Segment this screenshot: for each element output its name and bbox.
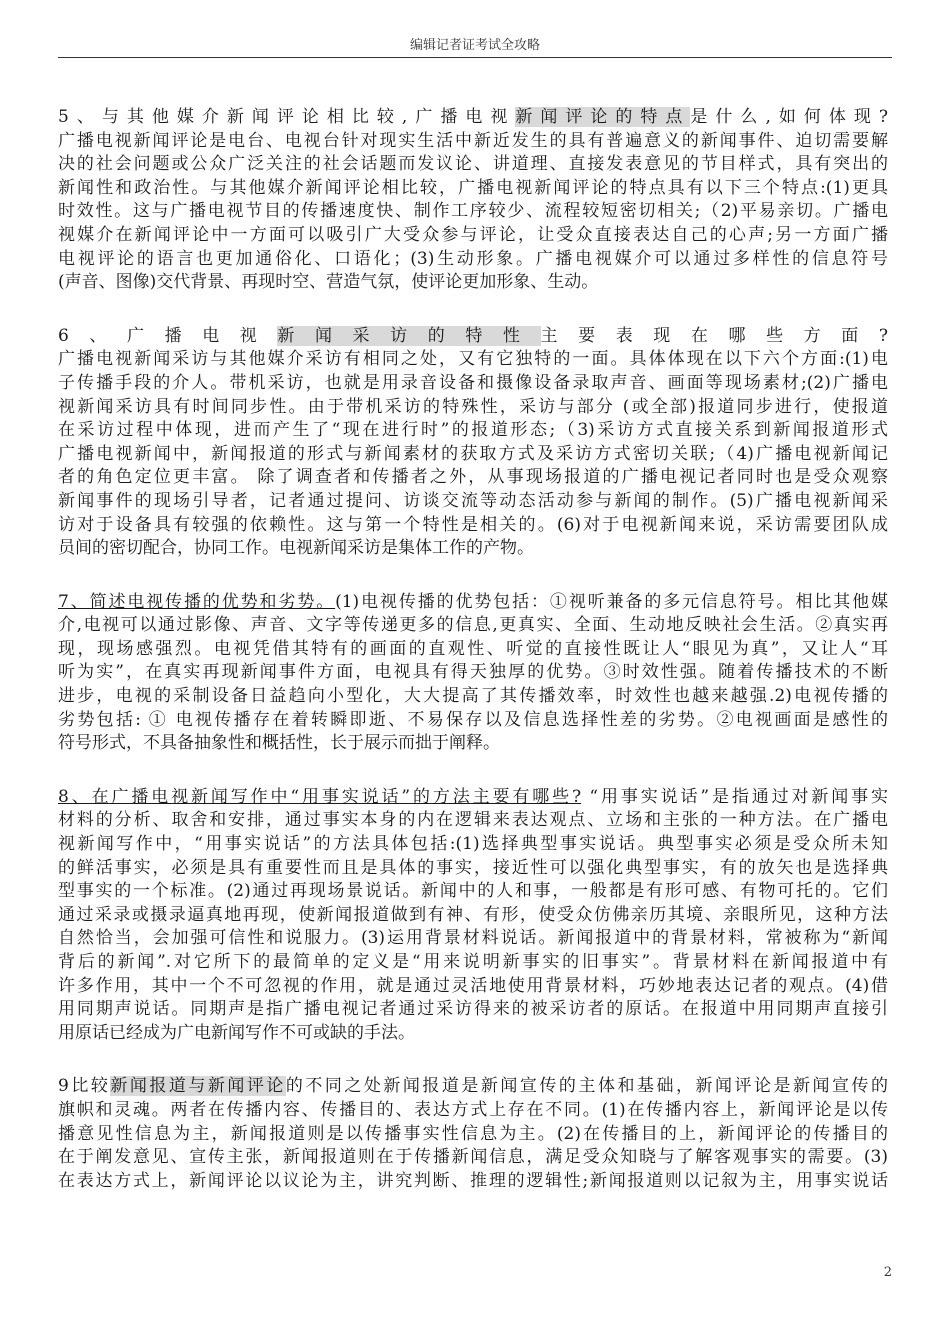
question-heading-line xyxy=(58,325,888,349)
text-segment: 视新闻采访具有时间同步性。由于带机采访的特殊性，采访与部分 (或全部)报道同步进行，使报道 xyxy=(58,396,888,417)
answer-text-line xyxy=(58,661,888,685)
text-segment: 劣势包括: ① 电视传播存在着转瞬即逝、不易保存以及信息选择性差的劣势。②电视画面是感性的 xyxy=(58,709,888,730)
question-section-5 xyxy=(58,106,888,295)
question-heading-line xyxy=(58,786,888,810)
answer-text-line xyxy=(58,880,888,904)
text-segment: 用同期声说话。同期声是指广播电视记者通过采访得来的被采访者的原话。在报道中用同期声直接引 xyxy=(58,999,888,1020)
text-segment: 电视评论的语言也更加通俗化、口语化；(3)生动形象。广播电视媒介可以通过多样性的信息符号 xyxy=(58,248,888,269)
text-segment: 视新闻写作中，“用事实说话”的方法具体包括:(1)选择典型事实说话。典型事实必须是受众所未知 xyxy=(58,834,888,855)
answer-text-line xyxy=(58,271,888,295)
highlighted-term: 新闻评论的特点 xyxy=(515,107,691,127)
text-segment: 在于阐发意见、宣传主张，新闻报道则在于传播新闻信息，满足受众知晓与了解客观事实的需要。(3) xyxy=(58,1147,888,1168)
text-segment: 9比较 xyxy=(58,1076,111,1097)
underlined-question: 8、在广播电视新闻写作中“用事实说话”的方法主要有哪些? xyxy=(58,786,582,807)
page-number: 2 xyxy=(883,1265,892,1280)
text-segment: 用原话已经成为广电新闻写作不可或缺的手法。 xyxy=(58,1022,415,1043)
page-header xyxy=(0,0,950,58)
text-segment: 子传播手段的介人。带机采访，也就是用录音设备和摄像设备录取声音、画面等现场素材;(2)广播电 xyxy=(58,372,888,393)
text-segment: 广播电视新闻中，新闻报道的形式与新闻素材的获取方式及采访方式密切关联;（4)广播电视新闻记 xyxy=(58,443,888,464)
text-segment: “用事实说话”是指通过对新闻事实 xyxy=(581,786,888,807)
answer-text-line xyxy=(58,396,888,420)
answer-text-line xyxy=(58,372,888,396)
text-segment: 的鲜活事实，必须是具有重要性而且是具体的事实，接近性可以强化典型事实，有的放矢也是选择典 xyxy=(58,857,888,878)
answer-text-line xyxy=(58,998,888,1022)
answer-text-line xyxy=(58,614,888,638)
question-section-8 xyxy=(58,786,888,1046)
answer-text-line xyxy=(58,833,888,857)
header-title: 编辑记者证考试全攻略 xyxy=(409,38,540,53)
text-segment: 主要表现在哪些方面? xyxy=(540,325,888,346)
text-segment: 通过采录或摄录逼真地再现，使新闻报道做到有神、有形，使受众仿佛亲历其境、亲眼所见，这种方法 xyxy=(58,904,888,925)
text-segment: 播意见性信息为主，新闻报道则是以传播事实性信息为主。(2)在传播目的上，新闻评论的传播目的 xyxy=(58,1123,888,1144)
text-segment: (1)电视传播的优势包括：①视听兼备的多元信息符号。相比其他媒 xyxy=(335,591,888,612)
answer-text-line xyxy=(58,904,888,928)
text-segment: 进步，电视的采制设备日益趋向小型化，大大提高了其传播效率，时效性也越来越强.2)电视传播的 xyxy=(58,686,888,707)
question-section-7 xyxy=(58,591,888,756)
text-segment: 广播电视新闻采访与其他媒介采访有相同之处，又有它独特的一面。具体体现在以下六个方面:(1)电 xyxy=(58,349,888,370)
answer-text-line xyxy=(58,490,888,514)
text-segment: 介,电视可以通过影像、声音、文字等传递更多的信息,更真实、全面、生动地反映社会生活。②真实再 xyxy=(58,615,888,636)
text-segment: 员间的密切配合，协同工作。电视新闻采访是集体工作的产物。 xyxy=(58,538,534,559)
text-segment: 背后的新闻”.对它所下的最简单的定义是“用来说明新事实的旧事实”。背景材料在新闻报道中有 xyxy=(58,952,888,972)
answer-text-line xyxy=(58,466,888,490)
text-segment: 的不同之处新闻报道是新闻宣传的主体和基础，新闻评论是新闻宣传的 xyxy=(285,1076,888,1097)
answer-text-line xyxy=(58,1123,888,1147)
answer-text-line xyxy=(58,1099,888,1123)
text-segment: 自然恰当，会加强可信性和说服力。(3)运用背景材料说话。新闻报道中的背景材料，常被称为“新闻 xyxy=(58,928,888,949)
text-segment: 许多作用，其中一个不可忽视的作用，就是通过灵活地使用背景材料，巧妙地表达记者的观点。(4)借 xyxy=(58,975,888,996)
text-segment: 5、与其他媒介新闻评论相比较,广播电视 xyxy=(58,107,516,127)
answer-text-line xyxy=(58,732,888,756)
answer-text-line xyxy=(58,638,888,662)
question-section-9 xyxy=(58,1075,888,1193)
text-segment: 广播电视新闻评论是电台、电视台针对现实生活中新近发生的具有普遍意义的新闻事件、迫切需要解 xyxy=(58,130,888,151)
answer-text-line xyxy=(58,200,888,224)
document-body xyxy=(58,106,888,1223)
question-heading-line xyxy=(58,1075,888,1099)
answer-text-line xyxy=(58,857,888,881)
question-heading-line xyxy=(58,106,888,130)
text-segment: 视媒介在新闻评论中一方面可以吸引广大受众参与评论，让受众直接表达自己的心声;另一方面广播 xyxy=(58,224,888,245)
answer-text-line xyxy=(58,975,888,999)
text-segment: 访对于设备具有较强的依赖性。这与第一个特性是相关的。(6)对于电视新闻来说，采访需要团队成 xyxy=(58,514,888,535)
underlined-question: 7、简述电视传播的优势和劣势。 xyxy=(58,591,336,612)
text-segment: 时效性。这与广播电视节目的传播速度快、制作工序较少、流程较短密切相关;（2)平易亲切。广播电 xyxy=(58,201,888,222)
text-segment: (声音、图像)交代背景、再现时空、营造气氛，使评论更加形象、生动。 xyxy=(58,272,599,293)
text-segment: 6、广播电视 xyxy=(58,325,278,346)
answer-text-line xyxy=(58,419,888,443)
answer-text-line xyxy=(58,927,888,951)
answer-text-line xyxy=(58,1022,888,1046)
text-segment: 现，现场感强烈。电视凭借其特有的画面的直观性、听觉的直接性既让人“眼见为真”，又让人“耳 xyxy=(58,638,888,659)
text-segment: 符号形式，不具备抽象性和概括性，长于展示而拙于阐释。 xyxy=(58,733,500,754)
text-segment: 在表达方式上，新闻评论以议论为主，讲究判断、推理的逻辑性;新闻报道则以记叙为主，用事实说话 xyxy=(58,1170,888,1191)
answer-text-line xyxy=(58,1146,888,1170)
answer-text-line xyxy=(58,177,888,201)
text-segment: 在采访过程中体现，进而产生了“现在进行时”的报道形态;（3)采访方式直接关系到新闻报道形式 xyxy=(58,420,888,441)
answer-text-line xyxy=(58,809,888,833)
text-segment: 听为实”，在真实再现新闻事件方面，电视具有得天独厚的优势。③时效性强。随着传播技术的不断 xyxy=(58,662,888,683)
question-section-6 xyxy=(58,325,888,561)
text-segment: 新闻性和政治性。与其他媒介新闻评论相比较，广播电视新闻评论的特点具有以下三个特点:(1)更具 xyxy=(58,177,888,198)
text-segment: 是什么,如何体现? xyxy=(690,107,888,127)
text-segment: 旗帜和灵魂。两者在传播内容、传播目的、表达方式上存在不同。(1)在传播内容上，新闻评论是以传 xyxy=(58,1099,888,1120)
answer-text-line xyxy=(58,153,888,177)
highlighted-term: 新闻采访的特性 xyxy=(277,325,541,346)
header-divider xyxy=(58,57,892,58)
answer-text-line xyxy=(58,443,888,467)
text-segment: 者的角色定位更丰富。 除了调查者和传播者之外，从事现场报道的广播电视记者同时也是受众观察 xyxy=(58,467,888,488)
answer-text-line xyxy=(58,1170,888,1194)
answer-text-line xyxy=(58,537,888,561)
text-segment: 决的社会问题或公众广泛关注的社会话题而发议论、讲道理、直接发表意见的节目样式，具有突出的 xyxy=(58,154,888,175)
answer-text-line xyxy=(58,130,888,154)
highlighted-term: 新闻报道与新闻评论 xyxy=(110,1076,286,1097)
answer-text-line xyxy=(58,224,888,248)
text-segment: 新闻事件的现场引导者，记者通过提问、访谈交流等动态活动参与新闻的制作。(5)广播电视新闻采 xyxy=(58,490,888,511)
answer-text-line xyxy=(58,248,888,272)
answer-text-line xyxy=(58,685,888,709)
answer-text-line xyxy=(58,951,888,975)
answer-text-line xyxy=(58,709,888,733)
answer-text-line xyxy=(58,348,888,372)
question-heading-line xyxy=(58,591,888,615)
text-segment: 型事实的一个标准。(2)通过再现场景说话。新闻中的人和事，一般都是有形可感、有物可托的。它们 xyxy=(58,881,888,902)
text-segment: 材料的分析、取舍和安排，通过事实本身的内在逻辑来表达观点、立场和主张的一种方法。在广播电 xyxy=(58,810,888,831)
answer-text-line xyxy=(58,514,888,538)
